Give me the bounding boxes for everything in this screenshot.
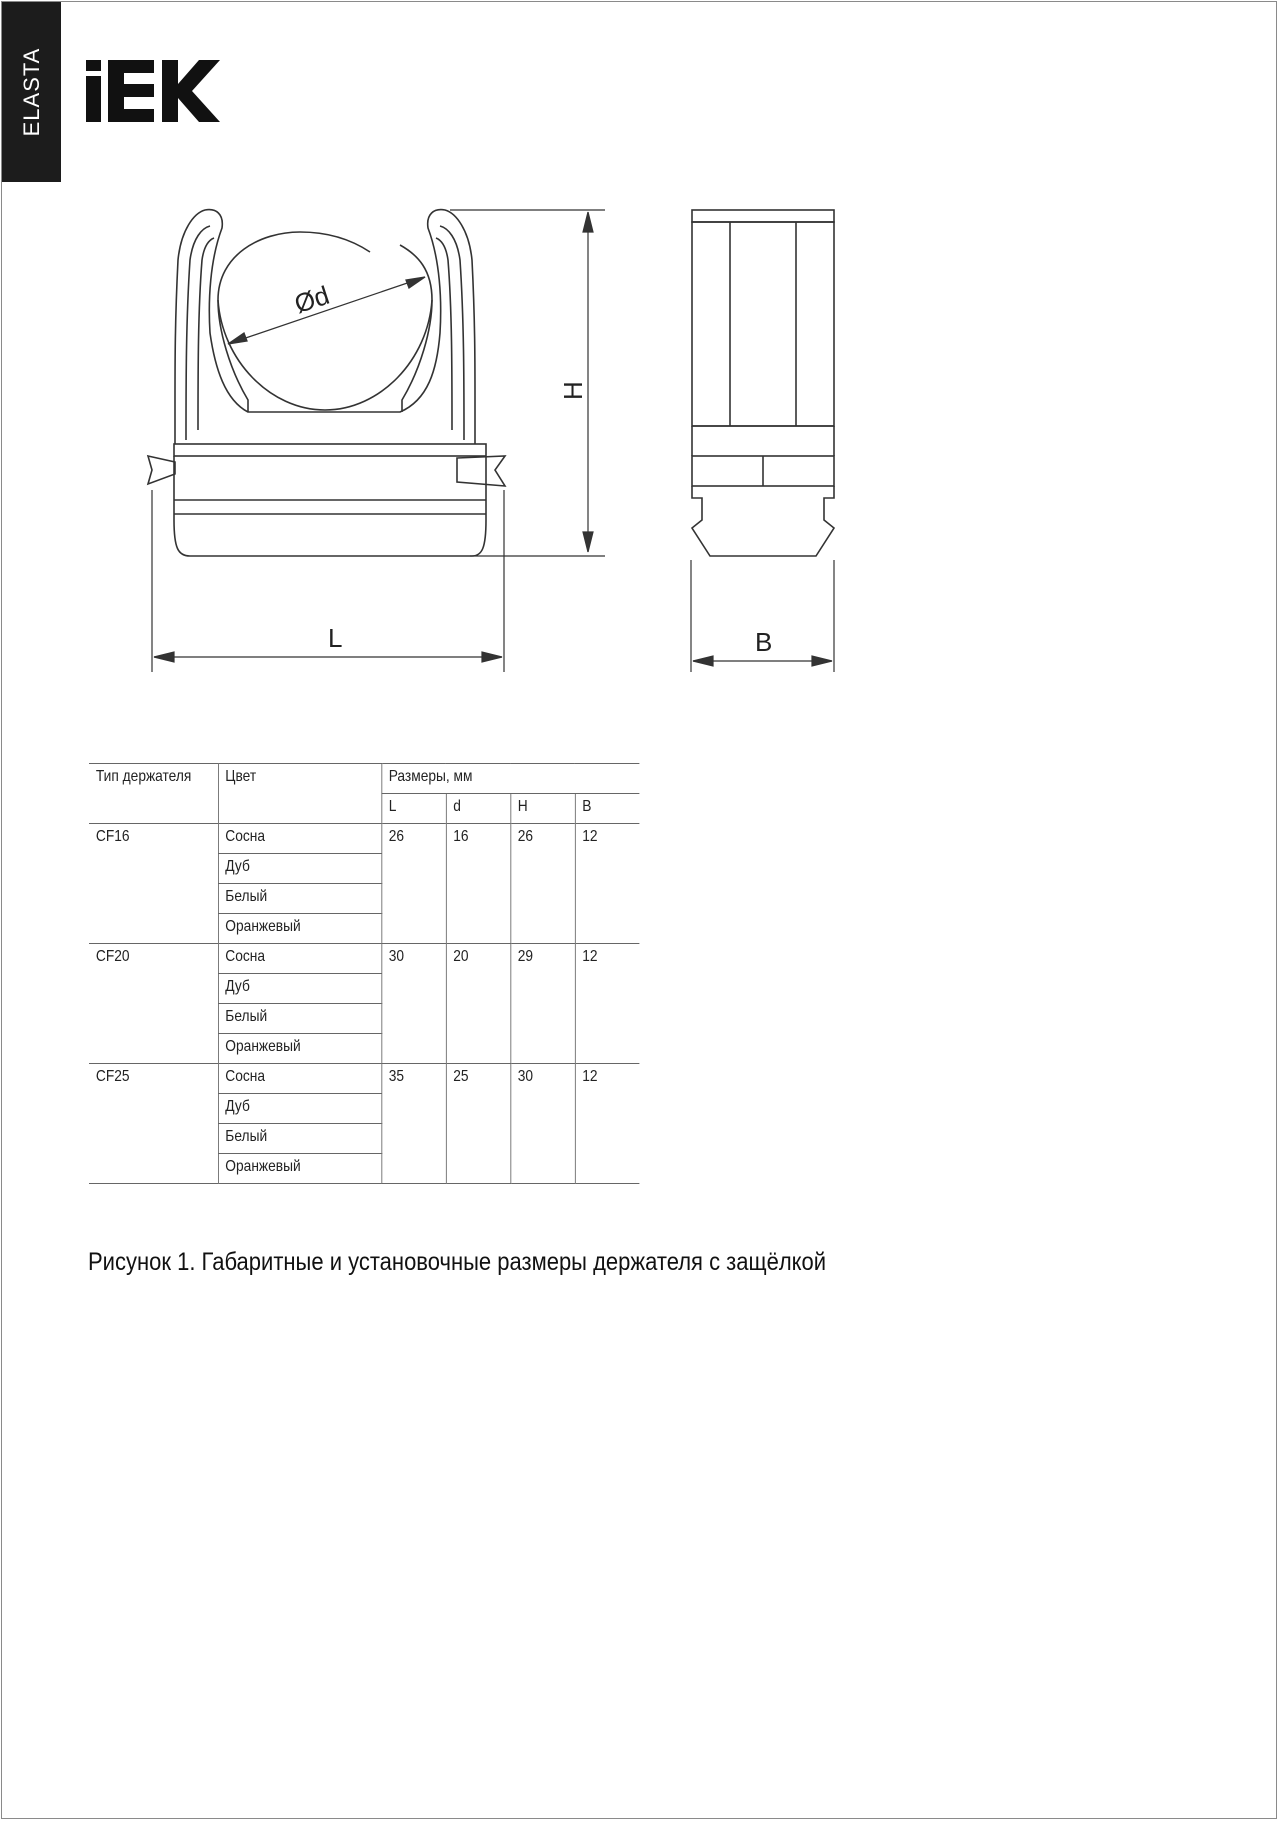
header-color: Цвет (218, 764, 381, 824)
height-label: H (558, 381, 588, 400)
color-cell: Белый (218, 1004, 381, 1034)
dim-H: 26 (510, 824, 575, 944)
dim-L: 35 (381, 1064, 446, 1184)
header-L: L (381, 794, 446, 824)
dim-B: 12 (575, 824, 640, 944)
table-row (89, 1064, 639, 1094)
holder-type: CF16 (89, 824, 218, 944)
header-d: d (446, 794, 511, 824)
series-label: ELASTA (18, 47, 44, 137)
diameter-label: Ød (290, 279, 333, 320)
color-cell: Дуб (218, 854, 381, 884)
figure-caption: Рисунок 1. Габаритные и установочные размеры держателя с защёлкой (88, 1248, 827, 1276)
side-view (692, 210, 834, 556)
color-cell: Оранжевый (218, 914, 381, 944)
color-cell: Оранжевый (218, 1034, 381, 1064)
header-dimensions: Размеры, мм (381, 764, 639, 794)
dim-H: 29 (510, 944, 575, 1064)
dim-B: 12 (575, 1064, 640, 1184)
header-H: H (510, 794, 575, 824)
dim-d: 20 (446, 944, 511, 1064)
holder-type: CF25 (89, 1064, 218, 1184)
front-view (148, 210, 505, 556)
color-cell: Сосна (218, 944, 381, 974)
table-row (89, 944, 639, 974)
color-cell: Сосна (218, 1064, 381, 1094)
dimensions-table (89, 763, 639, 1184)
technical-drawing (0, 0, 1280, 720)
dim-B: 12 (575, 944, 640, 1064)
length-label: L (328, 623, 343, 653)
color-cell: Оранжевый (218, 1154, 381, 1184)
holder-type: CF20 (89, 944, 218, 1064)
header-B: B (575, 794, 640, 824)
dim-L: 30 (381, 944, 446, 1064)
table-row (89, 824, 639, 854)
width-label: B (755, 627, 773, 657)
color-cell: Дуб (218, 974, 381, 1004)
color-cell: Белый (218, 1124, 381, 1154)
header-type: Тип держателя (89, 764, 218, 824)
dim-L: 26 (381, 824, 446, 944)
dim-d: 16 (446, 824, 511, 944)
color-cell: Дуб (218, 1094, 381, 1124)
color-cell: Сосна (218, 824, 381, 854)
dim-H: 30 (510, 1064, 575, 1184)
dim-d: 25 (446, 1064, 511, 1184)
color-cell: Белый (218, 884, 381, 914)
